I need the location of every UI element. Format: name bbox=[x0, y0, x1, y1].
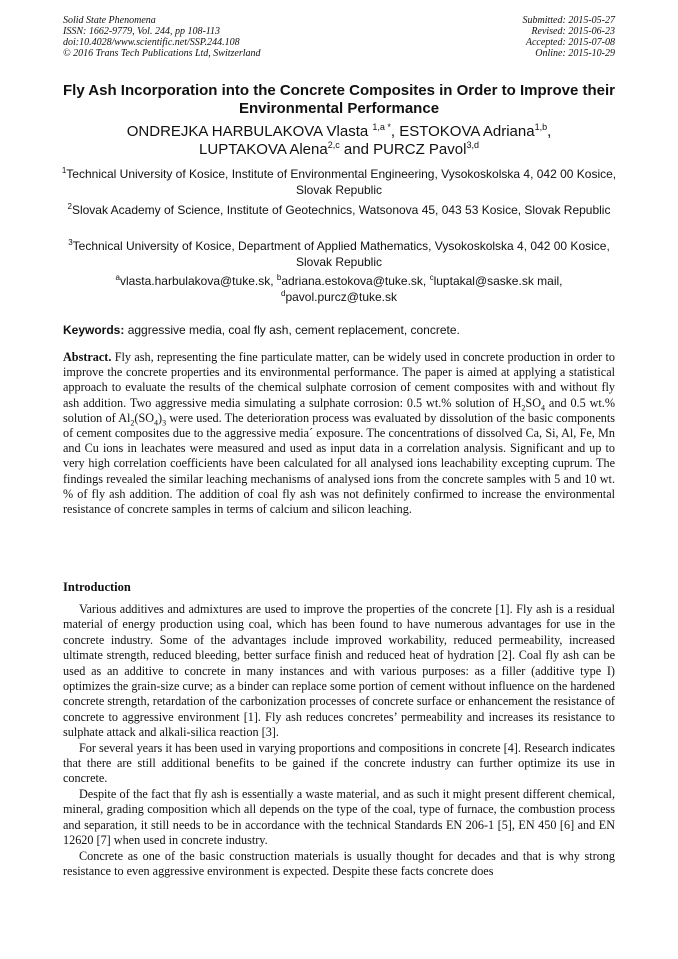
abstract-label: Abstract. bbox=[63, 350, 112, 364]
author-affiliation-mark: 3,d bbox=[466, 140, 479, 150]
affiliation-text: Technical University of Kosice, Department of Applied Mathematics, Vysokoskolska 4, 042 00 Kosice, Slovak Republic bbox=[72, 239, 610, 269]
submitted-date: Submitted: 2015-05-27 bbox=[522, 15, 615, 26]
online-date: Online: 2015-10-29 bbox=[535, 48, 615, 59]
body-paragraph: Concrete as one of the basic construction materials is usually thought for decades and that is why strong resistance to even aggressive environment is expected. Despite these facts concrete does bbox=[63, 848, 615, 878]
introduction-body bbox=[63, 602, 615, 879]
email-mark: d bbox=[280, 289, 286, 298]
author-list bbox=[40, 123, 638, 159]
affiliation-3 bbox=[50, 238, 628, 270]
subscript: 4 bbox=[541, 403, 546, 413]
subscript: 4 bbox=[154, 418, 159, 428]
email-list bbox=[50, 273, 628, 305]
author-affiliation-mark: 1,a * bbox=[372, 122, 391, 132]
email-mark: a bbox=[115, 273, 120, 282]
email-address: vlasta.harbulakova@tuke.sk, bbox=[119, 274, 277, 288]
author-separator: , bbox=[547, 123, 552, 140]
revised-date: Revised: 2015-06-23 bbox=[531, 26, 615, 37]
abstract-text: Fly ash, representing the fine particulate matter, can be widely used in concrete production in order to improve the concrete properties and its environmental performance. The paper is aimed at applying a statistical approach to evaluate the results of the chemical sulphate corrosion of cement composites with and without fly ash addition. Two aggressive media simulating a sulphate corrosion: 0.5 wt.% solution of H bbox=[63, 350, 615, 410]
affiliation-text: Slovak Academy of Science, Institute of Geotechnics, Watsonova 45, 043 53 Kosice, Slovak Republic bbox=[71, 203, 611, 217]
body-paragraph: Various additives and admixtures are used to improve the properties of the concrete [1]. Fly ash is a residual material of energy production using coal, which has been found to have numerous advantages for use in the concrete industry. Some of the advantages include improved workability, reduced permeability, increased ultimate strength, reduced bleeding, better surface finish and reduced heat of hydration [2]. Coal fly ash can be used as an additive to concrete in many instances and with various purposes: as a filler (additive type I) optimizes the grain-size curve; as a binder can replace some portion of cement without influence on the hardened concrete strength, retardation of the carbonization processes of concrete surface or enhancement the resistance of concrete to aggressive environment [1]. Fly ash reduces concretes’ permeability and increases its resistance to sulphate attack and alkali-silica reaction [3]. bbox=[63, 602, 615, 740]
abstract-paragraph bbox=[63, 350, 615, 517]
keywords-text: aggressive media, coal fly ash, cement replacement, concrete. bbox=[124, 323, 460, 337]
email-address: luptakal@saske.sk mail, bbox=[433, 274, 563, 288]
body-paragraph: For several years it has been used in varying proportions and compositions in concrete [4]. Research indicates that there are still additional benefits to be gained if the concrete industry can further optimize its use in concrete. bbox=[63, 740, 615, 786]
affiliation-2 bbox=[50, 202, 628, 218]
author-name: ONDREJKA HARBULAKOVA Vlasta bbox=[126, 123, 373, 140]
email-address: adriana.estokova@tuke.sk, bbox=[281, 274, 430, 288]
subscript: 3 bbox=[162, 418, 167, 428]
abstract-text: SO bbox=[525, 395, 542, 410]
doi-line: doi:10.4028/www.scientific.net/SSP.244.108 bbox=[63, 37, 240, 48]
email-address: pavol.purcz@tuke.sk bbox=[285, 290, 397, 304]
journal-info bbox=[63, 15, 261, 59]
section-heading-introduction: Introduction bbox=[63, 580, 131, 594]
submission-dates bbox=[523, 15, 616, 59]
abstract-text: and 0.5 wt.% solution of Al bbox=[63, 395, 615, 425]
copyright-line: © 2016 Trans Tech Publications Ltd, Switzerland bbox=[63, 48, 261, 59]
body-paragraph: Despite of the fact that fly ash is essentially a waste material, and as such it might present different chemical, mineral, grading composition which all depends on the type of the coal, type of furnace, the combustion process and separation, it still needs to be in accordance with the technical Standards EN 206-1 [5], EN 450 [6] and EN 12620 [7] when used in concrete industry. bbox=[63, 786, 615, 848]
email-mark: c bbox=[429, 273, 434, 282]
author-affiliation-mark: 1,b bbox=[534, 122, 548, 132]
abstract-text: (SO bbox=[134, 410, 155, 425]
author-name: and PURCZ Pavol bbox=[339, 141, 467, 158]
affiliation-number: 3 bbox=[68, 238, 73, 247]
abstract-text: were used. The deterioration process was evaluated by dissolution of the basic components of cement composites due to the aggressive media´ exposure. The concentrations of dissolved Ca, Si, Al, Fe, Mn and Cu ions in leachates were measured and used as input data in a correlation analysis. Significant and up to very high correlation coefficients have been calculated for all analysed ions leachability excepting cuprum. The findings revealed the similar leaching mechanisms of analysed ions from the concrete samples with 5 and 10 wt. % of fly ash addition. The addition of coal fly ash was not definitely confirmed to increase the environmental resistance of concrete samples in terms of calcium and silicon leaching. bbox=[63, 410, 615, 517]
abstract bbox=[63, 350, 615, 517]
affiliation-1 bbox=[50, 166, 628, 198]
author-name: LUPTAKOVA Alena bbox=[199, 141, 328, 158]
journal-name: Solid State Phenomena bbox=[63, 15, 156, 26]
keywords-label: Keywords: bbox=[63, 323, 125, 337]
affiliation-number: 2 bbox=[67, 202, 72, 211]
author-affiliation-mark: 2,c bbox=[327, 140, 340, 150]
author-name: , ESTOKOVA Adriana bbox=[390, 123, 535, 140]
affiliation-text: Technical University of Kosice, Institute of Environmental Engineering, Vysokoskolska 4, 042 00 Kosice, Slovak Republic bbox=[66, 167, 617, 197]
keywords bbox=[63, 323, 460, 338]
email-mark: b bbox=[276, 273, 282, 282]
accepted-date: Accepted: 2015-07-08 bbox=[525, 37, 615, 48]
issn-line: ISSN: 1662-9779, Vol. 244, pp 108-113 bbox=[63, 26, 221, 37]
paper-title: Fly Ash Incorporation into the Concrete Composites in Order to Improve their Environmental Performance bbox=[62, 82, 615, 117]
abstract-text: ) bbox=[158, 410, 163, 425]
subscript: 2 bbox=[521, 403, 526, 413]
affiliation-number: 1 bbox=[61, 166, 67, 175]
subscript: 2 bbox=[130, 418, 135, 428]
